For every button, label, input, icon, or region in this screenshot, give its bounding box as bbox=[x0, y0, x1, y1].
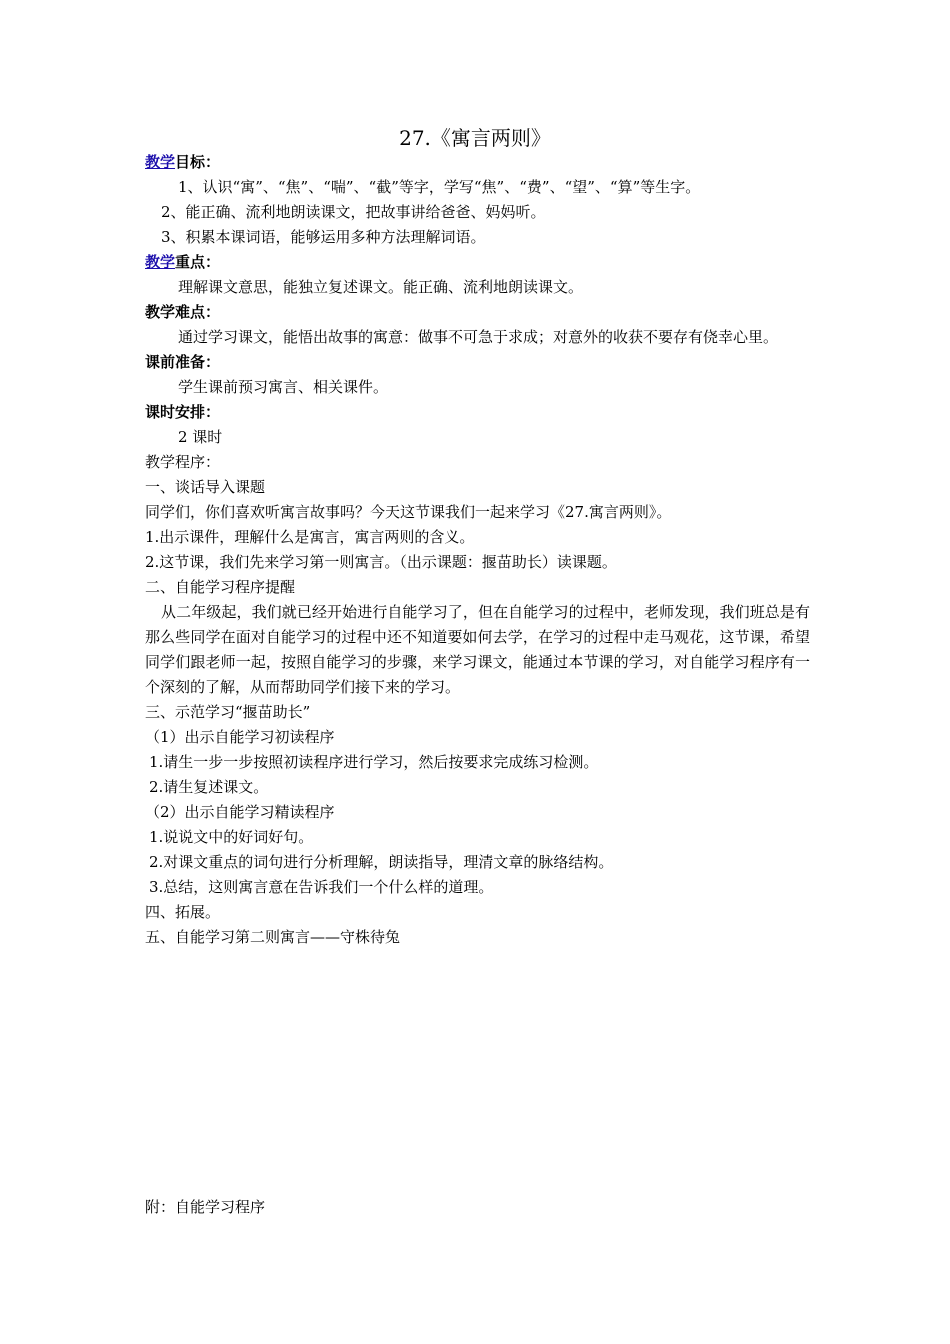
procedure-heading: 教学程序： bbox=[145, 453, 221, 471]
objectives-link[interactable]: 教学 bbox=[145, 153, 176, 171]
procedure-line: 2.这节课，我们先来学习第一则寓言。（出示课题：揠苗助长）读课题。 bbox=[145, 553, 617, 571]
preparation-heading: 课前准备： bbox=[145, 353, 221, 371]
procedure-line: 2.对课文重点的词句进行分析理解，朗读指导，理清文章的脉络结构。 bbox=[149, 853, 614, 871]
key-points-link[interactable]: 教学 bbox=[145, 253, 176, 271]
objectives-heading: 教学目标： bbox=[145, 153, 221, 171]
section-title: 二、自能学习程序提醒 bbox=[145, 578, 296, 596]
schedule-heading: 课时安排： bbox=[145, 403, 221, 421]
subsection-title: （2）出示自能学习精读程序 bbox=[145, 803, 335, 821]
objective-item: 1、认识“寓”、“焦”、“喘”、“截”等字，学写“焦”、“费”、“望”、“算”等生字。 bbox=[178, 178, 701, 196]
section-title: 四、拓展。 bbox=[145, 903, 221, 921]
objective-item: 3、积累本课词语，能够运用多种方法理解词语。 bbox=[161, 228, 486, 246]
lesson-plan-body bbox=[145, 150, 810, 950]
subsection-title: （1）出示自能学习初读程序 bbox=[145, 728, 335, 746]
procedure-paragraph: 从二年级起，我们就已经开始进行自能学习了，但在自能学习的过程中，老师发现，我们班总是有那么些同学在面对自能学习的过程中还不知道要如何去学，在学习的过程中走马观花，这节课，希望同学们跟老师一起，按照自能学习的步骤，来学习课文，能通过本节课的学习，对自能学习程序有一个深刻的了解，从而帮助同学们接下来的学习。 bbox=[145, 603, 810, 696]
section-title: 一、谈话导入课题 bbox=[145, 478, 266, 496]
page-title: 27.《寓言两则》 bbox=[399, 126, 551, 150]
procedure-line: 2.请生复述课文。 bbox=[149, 778, 269, 796]
appendix-line: 附：自能学习程序 bbox=[145, 1198, 266, 1216]
section-title: 五、自能学习第二则寓言——守株待兔 bbox=[145, 928, 401, 946]
section-title: 三、示范学习“揠苗助长” bbox=[145, 703, 311, 721]
procedure-line: 1.出示课件，理解什么是寓言，寓言两则的含义。 bbox=[145, 528, 475, 546]
procedure-line: 1.说说文中的好词好句。 bbox=[149, 828, 314, 846]
schedule-text: 2 课时 bbox=[178, 428, 223, 446]
preparation-text: 学生课前预习寓言、相关课件。 bbox=[178, 378, 389, 396]
key-points-heading: 教学重点： bbox=[145, 253, 221, 271]
key-points-text: 理解课文意思，能独立复述课文。能正确、流利地朗读课文。 bbox=[178, 278, 584, 296]
procedure-line: 3.总结，这则寓言意在告诉我们一个什么样的道理。 bbox=[149, 878, 494, 896]
difficulties-text: 通过学习课文，能悟出故事的寓意：做事不可急于求成；对意外的收获不要存有侥幸心里。 bbox=[178, 328, 779, 346]
difficulties-heading: 教学难点： bbox=[145, 303, 221, 321]
procedure-line: 同学们，你们喜欢听寓言故事吗？今天这节课我们一起来学习《27.寓言两则》。 bbox=[145, 503, 672, 521]
objective-item: 2、能正确、流利地朗读课文，把故事讲给爸爸、妈妈听。 bbox=[161, 203, 546, 221]
procedure-line: 1.请生一步一步按照初读程序进行学习，然后按要求完成练习检测。 bbox=[149, 753, 599, 771]
